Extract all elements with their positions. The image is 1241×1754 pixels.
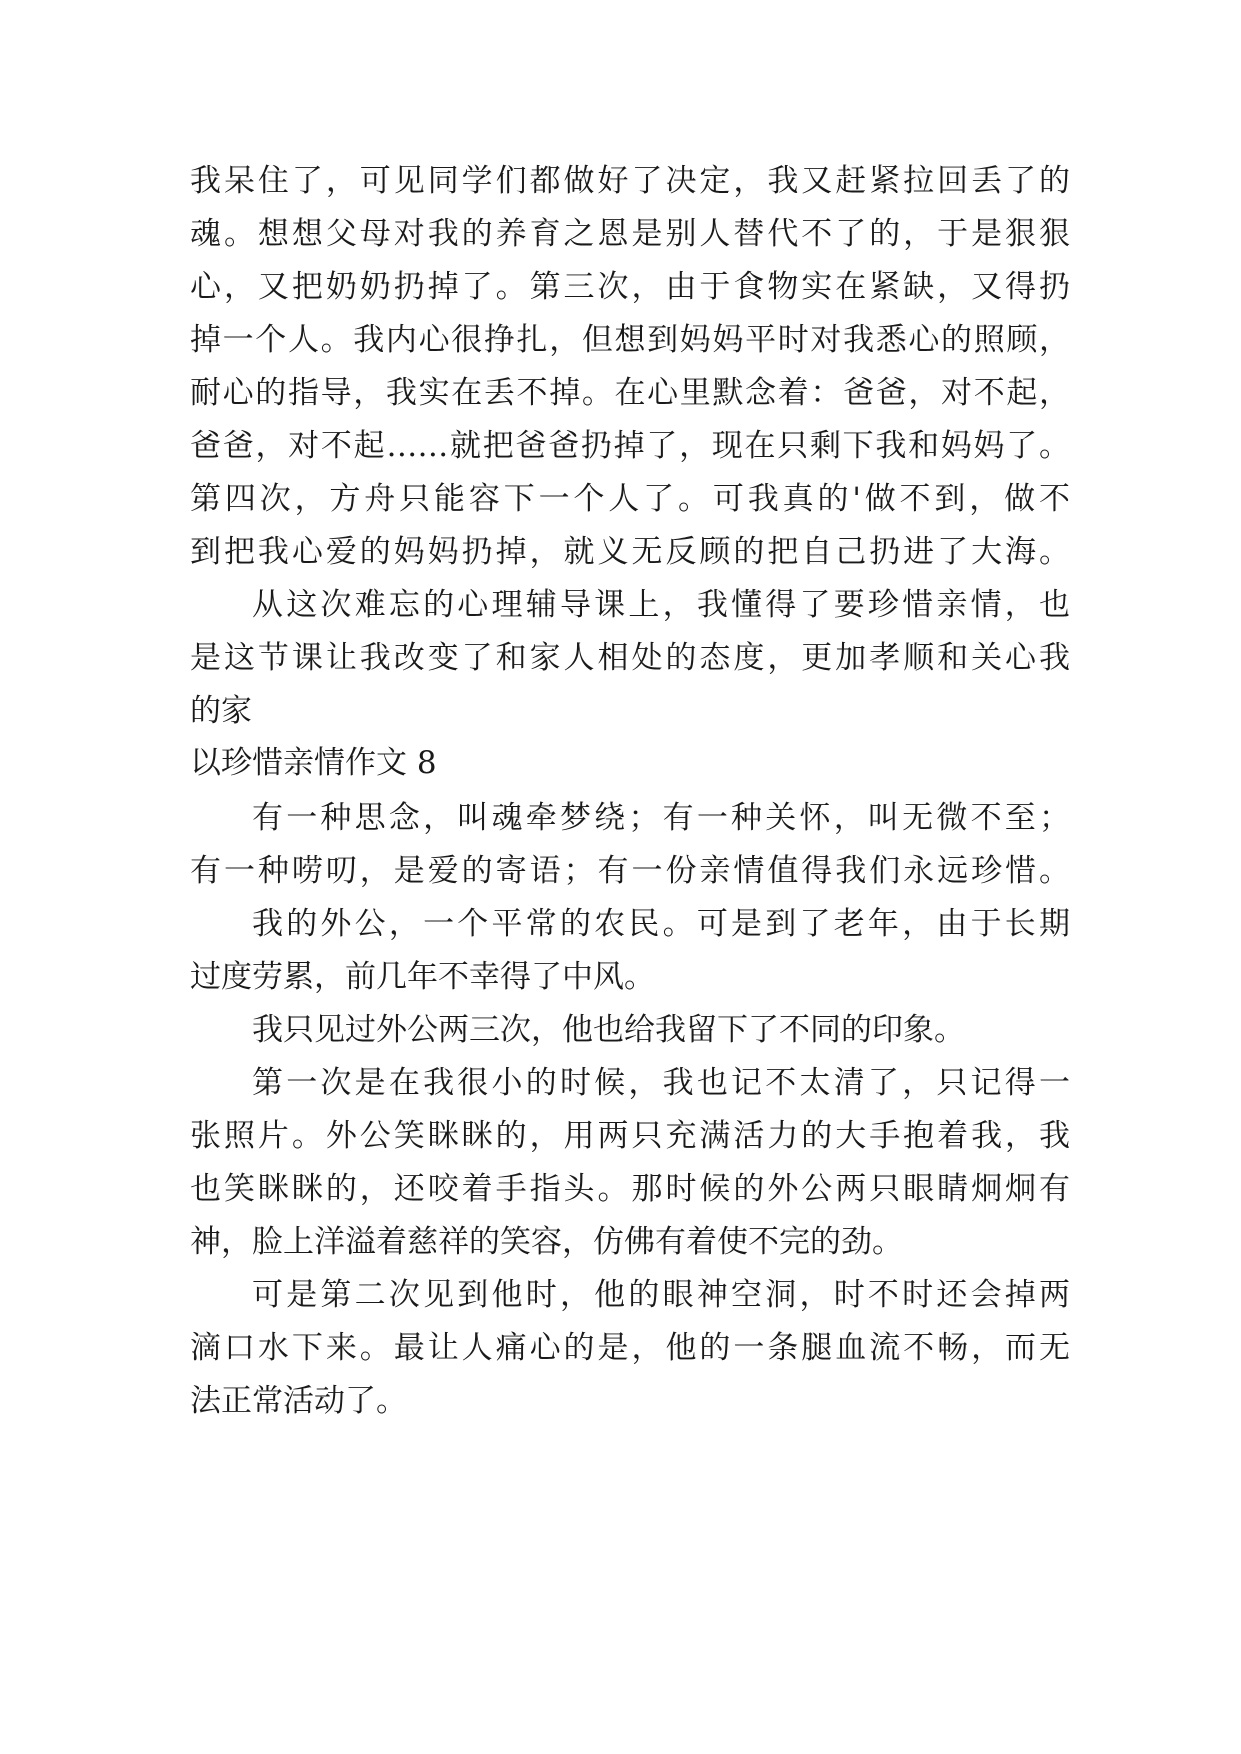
text-line: 我呆住了，可见同学们都做好了决定，我又赶紧拉回丢了的 — [190, 163, 1070, 199]
text-line: 也笑眯眯的，还咬着手指头。那时候的外公两只眼睛炯炯有 — [190, 1171, 1070, 1207]
text-line: 第四次，方舟只能容下一个人了。可我真的'做不到，做不 — [190, 481, 1070, 517]
paragraph-first-line: 有一种思念，叫魂牵梦绕；有一种关怀，叫无微不至； — [252, 800, 1070, 836]
paragraph-first-line: 可是第二次见到他时，他的眼神空洞，时不时还会掉两 — [252, 1277, 1070, 1313]
text-line: 爸爸，对不起……就把爸爸扔掉了，现在只剩下我和妈妈了。 — [190, 428, 1070, 464]
text-line: 到把我心爱的妈妈扔掉，就义无反顾的把自己扔进了大海。 — [190, 534, 1070, 570]
paragraph-first-line: 我只见过外公两三次，他也给我留下了不同的印象。 — [252, 1012, 965, 1048]
text-line: 是这节课让我改变了和家人相处的态度，更加孝顺和关心我 — [190, 640, 1070, 676]
text-line: 法正常活动了。 — [190, 1383, 407, 1419]
paragraph-first-line: 我的外公，一个平常的农民。可是到了老年，由于长期 — [252, 906, 1070, 942]
text-line: 张照片。外公笑眯眯的，用两只充满活力的大手抱着我，我 — [190, 1118, 1070, 1154]
text-line: 耐心的指导，我实在丢不掉。在心里默念着：爸爸，对不起， — [190, 375, 1070, 411]
paragraph-first-line: 从这次难忘的心理辅导课上，我懂得了要珍惜亲情，也 — [252, 587, 1070, 623]
section-heading: 以珍惜亲情作文 8 — [190, 745, 437, 781]
text-line: 掉一个人。我内心很挣扎，但想到妈妈平时对我悉心的照顾， — [190, 322, 1070, 358]
text-line: 魂。想想父母对我的养育之恩是别人替代不了的，于是狠狠 — [190, 216, 1070, 252]
text-line: 神，脸上洋溢着慈祥的笑容，仿佛有着使不完的劲。 — [190, 1224, 903, 1260]
text-line: 滴口水下来。最让人痛心的是，他的一条腿血流不畅，而无 — [190, 1330, 1070, 1366]
text-line: 的家 — [190, 693, 252, 729]
text-line: 过度劳累，前几年不幸得了中风。 — [190, 959, 655, 995]
text-line: 心，又把奶奶扔掉了。第三次，由于食物实在紧缺，又得扔 — [190, 269, 1070, 305]
paragraph-first-line: 第一次是在我很小的时候，我也记不太清了，只记得一 — [252, 1065, 1070, 1101]
text-line: 有一种唠叨，是爱的寄语；有一份亲情值得我们永远珍惜。 — [190, 853, 1070, 889]
